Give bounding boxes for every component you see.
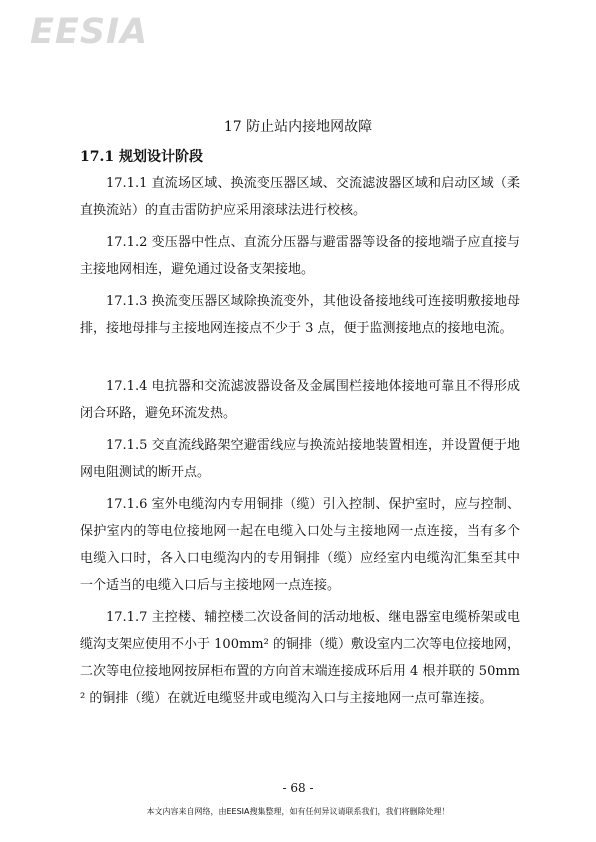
paragraph-17-1-1: 17.1.1 直流场区域、换流变压器区域、交流滤波器区域和启动区域（柔直换流站）的直击雷防护应采用滚球法进行校核。 [80, 176, 520, 218]
paragraph-17-1-7: 17.1.7 主控楼、辅控楼二次设备间的活动地板、继电器室电缆桥架或电缆沟支架应使用不小于 100mm² 的铜排（缆）敷设室内二次等电位接地网，二次等电位接地网按屏柜布置的方向首末端连接成环后用 4 根并联的 50mm² 的铜排（缆）在就近电缆竖井或电缆沟入口与主接地网一点可靠连接。 [80, 610, 520, 706]
paragraph-17-1-2: 17.1.2 变压器中性点、直流分压器与避雷器等设备的接地端子应直接与主接地网相连，避免通过设备支架接地。 [80, 235, 520, 277]
paragraph-17-1-6: 17.1.6 室外电缆沟内专用铜排（缆）引入控制、保护室时，应与控制、保护室内的等电位接地网一起在电缆入口处与主接地网一点连接，当有多个电缆入口时，各入口电缆沟内的专用铜排（缆）应经室内电缆沟汇集至其中一个适当的电缆入口后与主接地网一点连接。 [80, 497, 520, 593]
section-heading: 17.1 规划设计阶段 [80, 149, 203, 165]
paragraph-17-1-3: 17.1.3 换流变压器区域除换流变外，其他设备接地线可连接明敷接地母排，接地母排与主接地网连接点不少于 3 点，便于监测接地点的接地电流。 [80, 294, 520, 336]
page-number: - 68 - [282, 781, 314, 795]
paragraph-17-1-5: 17.1.5 交直流线路架空避雷线应与换流站接地装置相连，并设置便于地网电阻测试的断开点。 [80, 438, 520, 480]
chapter-title: 17 防止站内接地网故障 [223, 119, 373, 135]
paragraph-17-1-4: 17.1.4 电抗器和交流滤波器设备及金属围栏接地体接地可靠且不得形成闭合环路，避免环流发热。 [80, 379, 520, 421]
eesia-logo: EESIA [30, 12, 149, 52]
footer-disclaimer: 本文内容来自网络，由EESIA搜集整理，如有任何异议请联系我们，我们将删除处理！ [146, 807, 450, 816]
